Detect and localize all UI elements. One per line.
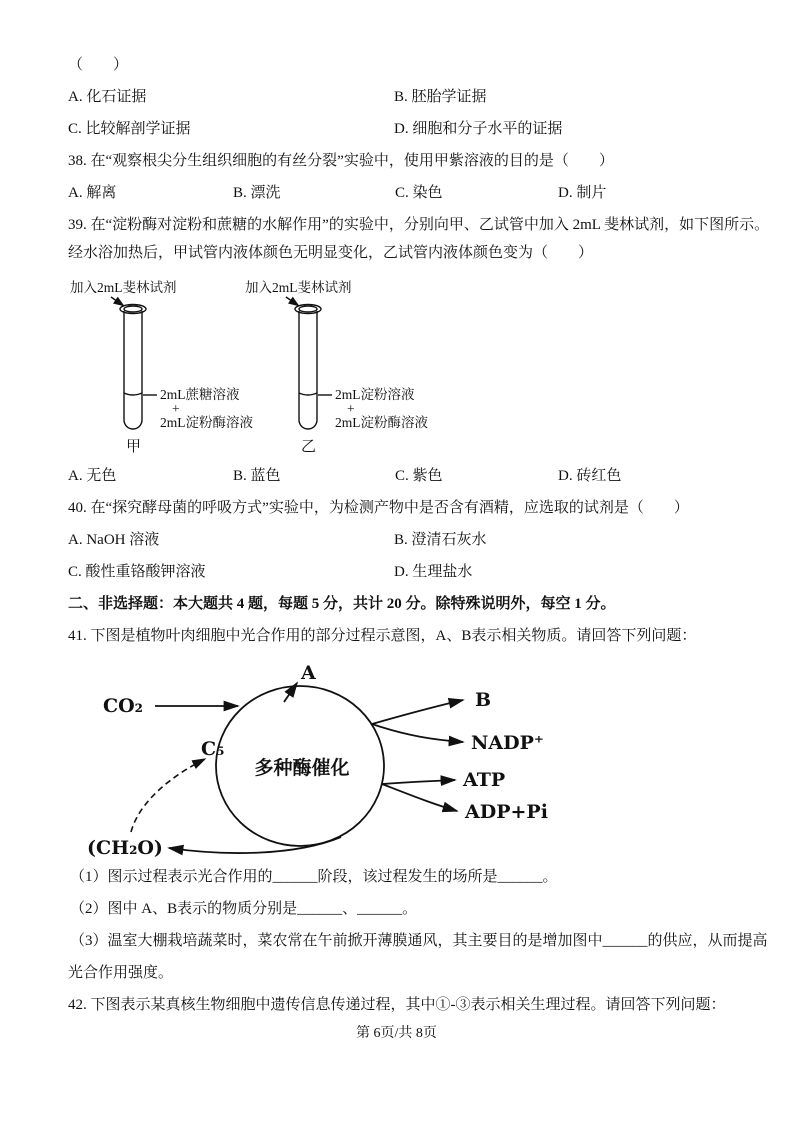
a-label: A [301,662,316,684]
tube-yi-content-1: 2mL淀粉溶液 [335,387,415,402]
q39-stem-line1: 39. 在“淀粉酶对淀粉和蔗糖的水解作用”的实验中，分别向甲、乙试管中加入 2mL 斐林试剂，如下图所示。 [68,217,770,233]
nadp-arrow [372,724,463,742]
co2-label: CO₂ [103,695,143,717]
pour-arrow [286,297,299,306]
b-label: B [475,689,492,711]
q37-option-a: A. 化石证据 [68,89,147,105]
tube-jia-content-1: 2mL蔗糖溶液 [160,387,240,402]
tube-opening [124,306,142,312]
tube-body [124,311,142,429]
tube-opening [299,306,317,312]
q40-options-row-2 [68,562,725,583]
tube-yi-content-2: 2mL淀粉酶溶液 [335,415,428,430]
q37-bracket: （ ） [68,57,129,73]
q37-options-row-2 [68,119,725,140]
q40-option-d: D. 生理盐水 [394,564,473,580]
section2-title: 二、非选择题：本大题共 4 题，每题 5 分，共计 20 分。除特殊说明外，每空 1 分。 [68,596,616,612]
q38-option-d: D. 制片 [558,185,607,201]
q37-option-d: D. 细胞和分子水平的证据 [394,121,563,137]
tube-jia-content-plus: + [172,401,180,416]
test-tube-yi [245,279,428,455]
q39-stem-line2: 经水浴加热后，甲试管内液体颜色无明显变化，乙试管内液体颜色变为（ ） [68,245,594,261]
q41-photosynthesis-figure [85,658,605,863]
liquid-level [124,393,142,395]
q40-option-c: C. 酸性重铬酸钾溶液 [68,564,206,580]
q37-options-row-1 [68,87,725,108]
tube-yi-content-plus: + [347,401,355,416]
q39-test-tube-figure [68,278,488,456]
page-footer: 第 6页/共 8页 [356,1026,437,1041]
q41-sub1: （1）图示过程表示光合作用的______阶段，该过程发生的场所是______。 [70,869,558,885]
c5-label: C₅ [201,738,225,760]
ch2o-label: (CH₂O) [87,837,163,859]
q39-option-d: D. 砖红色 [558,468,622,484]
q40-stem: 40. 在“探究酵母菌的呼吸方式”实验中，为检测产物中是否含有酒精，应选取的试剂是（ ） [68,500,689,516]
tube-body [299,311,317,429]
liquid-level [299,393,317,395]
q41-stem: 41. 下图是植物叶肉细胞中光合作用的部分过程示意图，A、B表示相关物质。请回答下列问题： [68,628,697,644]
q39-option-b: B. 蓝色 [233,468,281,484]
atp-label: ATP [463,769,506,791]
regeneration-dashed-arrow [131,759,205,832]
q40-option-a: A. NaOH 溶液 [68,532,160,548]
q38-stem: 38. 在“观察根尖分生组织细胞的有丝分裂”实验中，使用甲紫溶液的目的是（ ） [68,153,614,169]
adp-arrow [382,784,457,811]
tube-yi-top-label: 加入2mL斐林试剂 [245,280,352,295]
q37-option-c: C. 比较解剖学证据 [68,121,191,137]
q39-options-row [68,466,725,487]
q37-option-b: B. 胚胎学证据 [394,89,487,105]
q38-option-b: B. 漂洗 [233,185,281,201]
atp-arrow [382,780,455,784]
test-tube-jia [70,279,253,455]
ch2o-arrow [169,837,341,853]
q38-option-a: A. 解离 [68,185,117,201]
q38-option-c: C. 染色 [395,185,443,201]
tube-jia-content-2: 2mL淀粉酶溶液 [160,415,253,430]
q40-options-row-1 [68,530,725,551]
b-arrow [372,700,463,724]
pour-arrow [111,297,124,306]
tube-yi-name: 乙 [301,439,317,455]
q39-option-a: A. 无色 [68,468,117,484]
q41-sub2: （2）图中 A、B表示的物质分别是______、______。 [70,901,418,917]
nadp-label: NADP⁺ [471,732,544,754]
tube-jia-name: 甲 [126,439,142,455]
adp-label: ADP+Pi [465,801,548,823]
q38-options-row [68,183,725,204]
q39-option-c: C. 紫色 [395,468,443,484]
q41-sub3-line2: 光合作用强度。 [68,965,174,981]
tube-jia-top-label: 加入2mL斐林试剂 [70,280,177,295]
q40-option-b: B. 澄清石灰水 [394,532,487,548]
q41-sub3-line1: （3）温室大棚栽培蔬菜时，菜农常在午前掀开薄膜通风，其主要目的是增加图中______的供应，从而提高 [70,933,768,949]
q42-stem: 42. 下图表示某真核生物细胞中遗传信息传递过程，其中①-③表示相关生理过程。请回答下列问题： [68,997,726,1013]
enzyme-label: 多种酶催化 [254,758,350,779]
